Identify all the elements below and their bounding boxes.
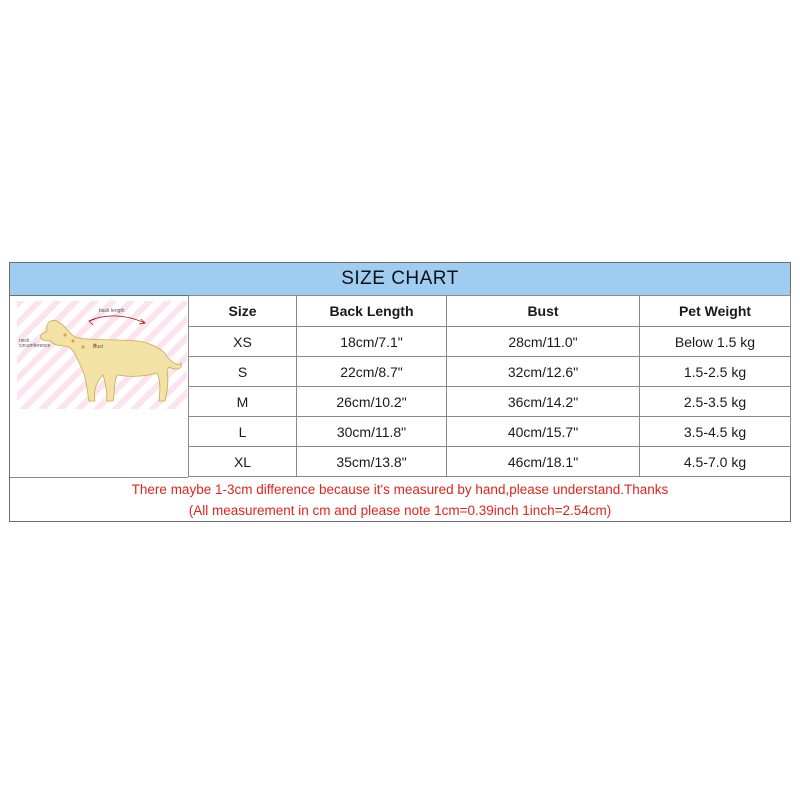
size-table — [188, 295, 791, 477]
bust-label: Bust — [93, 344, 104, 350]
note-handmeasure-disclaimer: There maybe 1-3cm difference because it's measured by hand,please understand.Thanks — [131, 482, 669, 497]
table-row — [189, 417, 791, 447]
dog-measurement-illustration — [17, 301, 187, 409]
pet-weight-cell: 1.5-2.5 kg — [640, 357, 791, 387]
column-header-size: Size — [189, 296, 297, 327]
size-cell: XL — [189, 447, 297, 477]
back-length-cell: 35cm/13.8" — [297, 447, 447, 477]
bust-cell: 28cm/11.0" — [447, 327, 640, 357]
table-row — [189, 327, 791, 357]
pet-weight-cell: 4.5-7.0 kg — [640, 447, 791, 477]
measurement-notes — [10, 478, 790, 523]
pet-weight-cell: Below 1.5 kg — [640, 327, 791, 357]
size-chart — [9, 262, 791, 522]
back-length-label: back length — [99, 308, 125, 314]
table-header-row — [189, 296, 791, 327]
back-length-cell: 30cm/11.8" — [297, 417, 447, 447]
column-header-bust: Bust — [447, 296, 640, 327]
bust-cell: 32cm/12.6" — [447, 357, 640, 387]
bust-cell: 36cm/14.2" — [447, 387, 640, 417]
back-length-cell: 26cm/10.2" — [297, 387, 447, 417]
table-row — [189, 387, 791, 417]
size-cell: XS — [189, 327, 297, 357]
column-header-pet-weight: Pet Weight — [640, 296, 791, 327]
pet-weight-cell: 3.5-4.5 kg — [640, 417, 791, 447]
column-header-back-length: Back Length — [297, 296, 447, 327]
back-length-cell: 18cm/7.1" — [297, 327, 447, 357]
table-row — [189, 447, 791, 477]
pet-weight-cell: 2.5-3.5 kg — [640, 387, 791, 417]
size-chart-title: SIZE CHART — [10, 263, 790, 296]
size-cell: L — [189, 417, 297, 447]
back-length-cell: 22cm/8.7" — [297, 357, 447, 387]
size-cell: S — [189, 357, 297, 387]
table-row — [189, 357, 791, 387]
bust-cell: 46cm/18.1" — [447, 447, 640, 477]
note-unit-conversion: (All measurement in cm and please note 1cm=0.39inch 1inch=2.54cm) — [188, 503, 612, 518]
size-cell: M — [189, 387, 297, 417]
neck-circumference-label: neck circumference — [19, 338, 51, 349]
bust-cell: 40cm/15.7" — [447, 417, 640, 447]
dog-silhouette-icon — [17, 301, 187, 409]
